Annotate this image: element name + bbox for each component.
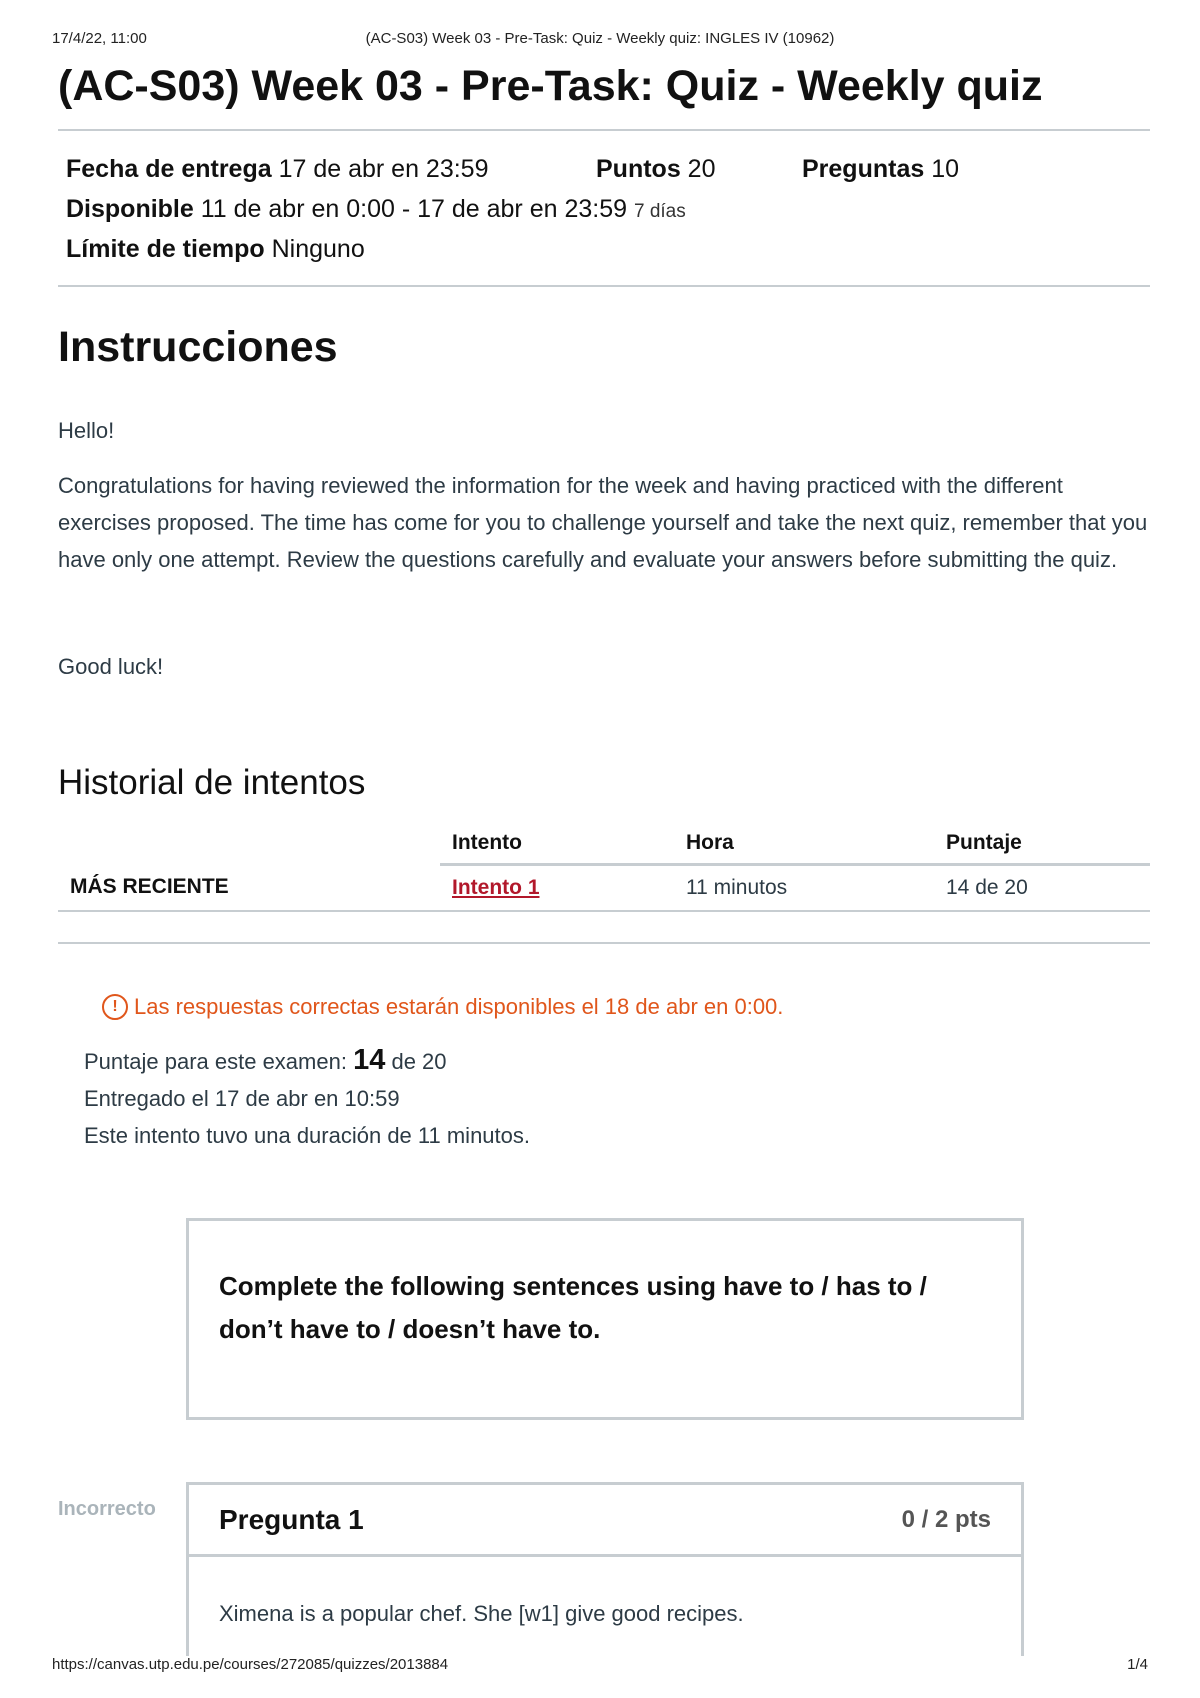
meta-row-2 [66,189,1142,229]
print-doc-title: (AC-S03) Week 03 - Pre-Task: Quiz - Weekly quiz: INGLES IV (10962) [365,30,835,47]
points-value: 20 [687,155,716,183]
points-label: Puntos [596,155,681,183]
score-cell: 14 de 20 [934,865,1150,912]
available-label: Disponible [66,195,194,223]
row-label: MÁS RECIENTE [58,865,440,912]
instructions-heading: Instrucciones [58,323,338,371]
instructions-closing: Good luck! [58,654,164,679]
duration-line: Este intento tuvo una duración de 11 minutos. [84,1123,530,1148]
col-header-blank [58,825,440,865]
question-header [189,1485,1021,1557]
score-value: 14 [353,1044,386,1076]
instructions-greeting: Hello! [58,418,115,443]
page-title: (AC-S03) Week 03 - Pre-Task: Quiz - Weekly quiz [58,62,1150,131]
attempt-summary [84,1042,1150,1154]
attempt-link[interactable]: Intento 1 [452,876,540,899]
due-value: 17 de abr en 23:59 [278,155,489,183]
due-label: Fecha de entrega [66,155,272,183]
meta-row-3 [66,229,1142,269]
intro-text: Complete the following sentences using have to / has to / don’t have to / doesn’t have to. [219,1271,927,1344]
warning-circle-icon: ! [102,994,128,1020]
attempts-header-row [58,825,1150,865]
intro-question-box [186,1218,1024,1420]
questions-label: Preguntas [802,155,925,183]
print-datetime: 17/4/22, 11:00 [52,30,147,47]
instructions-body: Congratulations for having reviewed the information for the week and having practiced with the different exercises proposed. The time has come for you to challenge yourself and take the next quiz, remember that you have only one attempt. Review the questions carefully and evaluate your answers before submitting the quiz. [58,473,1148,572]
question-1-box [186,1482,1024,1656]
print-page-number: 1/4 [1127,1656,1148,1673]
print-header [52,30,1148,47]
available-days: 7 días [633,201,686,222]
col-header-attempt: Intento [440,825,674,865]
quiz-meta [58,131,1150,287]
history-heading: Historial de intentos [58,763,366,802]
meta-row-1 [66,149,1142,189]
question-title: Pregunta 1 [219,1503,364,1535]
page-content [58,62,1150,1154]
attempt-cell [440,865,674,912]
col-header-score: Puntaje [934,825,1150,865]
question-points: 0 / 2 pts [901,1505,991,1533]
col-header-time: Hora [674,825,934,865]
score-suffix: de 20 [391,1049,447,1074]
score-prefix: Puntaje para este examen: [84,1049,347,1074]
time-limit-value: Ninguno [271,235,365,263]
divider [58,942,1150,944]
score-line [84,1042,1150,1080]
submitted-line: Entregado el 17 de abr en 10:59 [84,1086,400,1111]
time-cell: 11 minutos [674,865,934,912]
question-status-label: Incorrecto [58,1498,156,1520]
notice-text: Las respuestas correctas estarán disponibles el 18 de abr en 0:00. [134,994,784,1019]
attempts-table [58,825,1150,912]
question-text: Ximena is a popular chef. She [w1] give good recipes. [219,1601,744,1626]
answers-notice [102,994,1150,1020]
print-footer [52,1656,1148,1673]
table-row [58,865,1150,912]
available-value: 11 de abr en 0:00 - 17 de abr en 23:59 [200,195,628,223]
time-limit-label: Límite de tiempo [66,235,265,263]
questions-value: 10 [931,155,960,183]
print-url: https://canvas.utp.edu.pe/courses/272085/quizzes/2013884 [52,1656,449,1673]
